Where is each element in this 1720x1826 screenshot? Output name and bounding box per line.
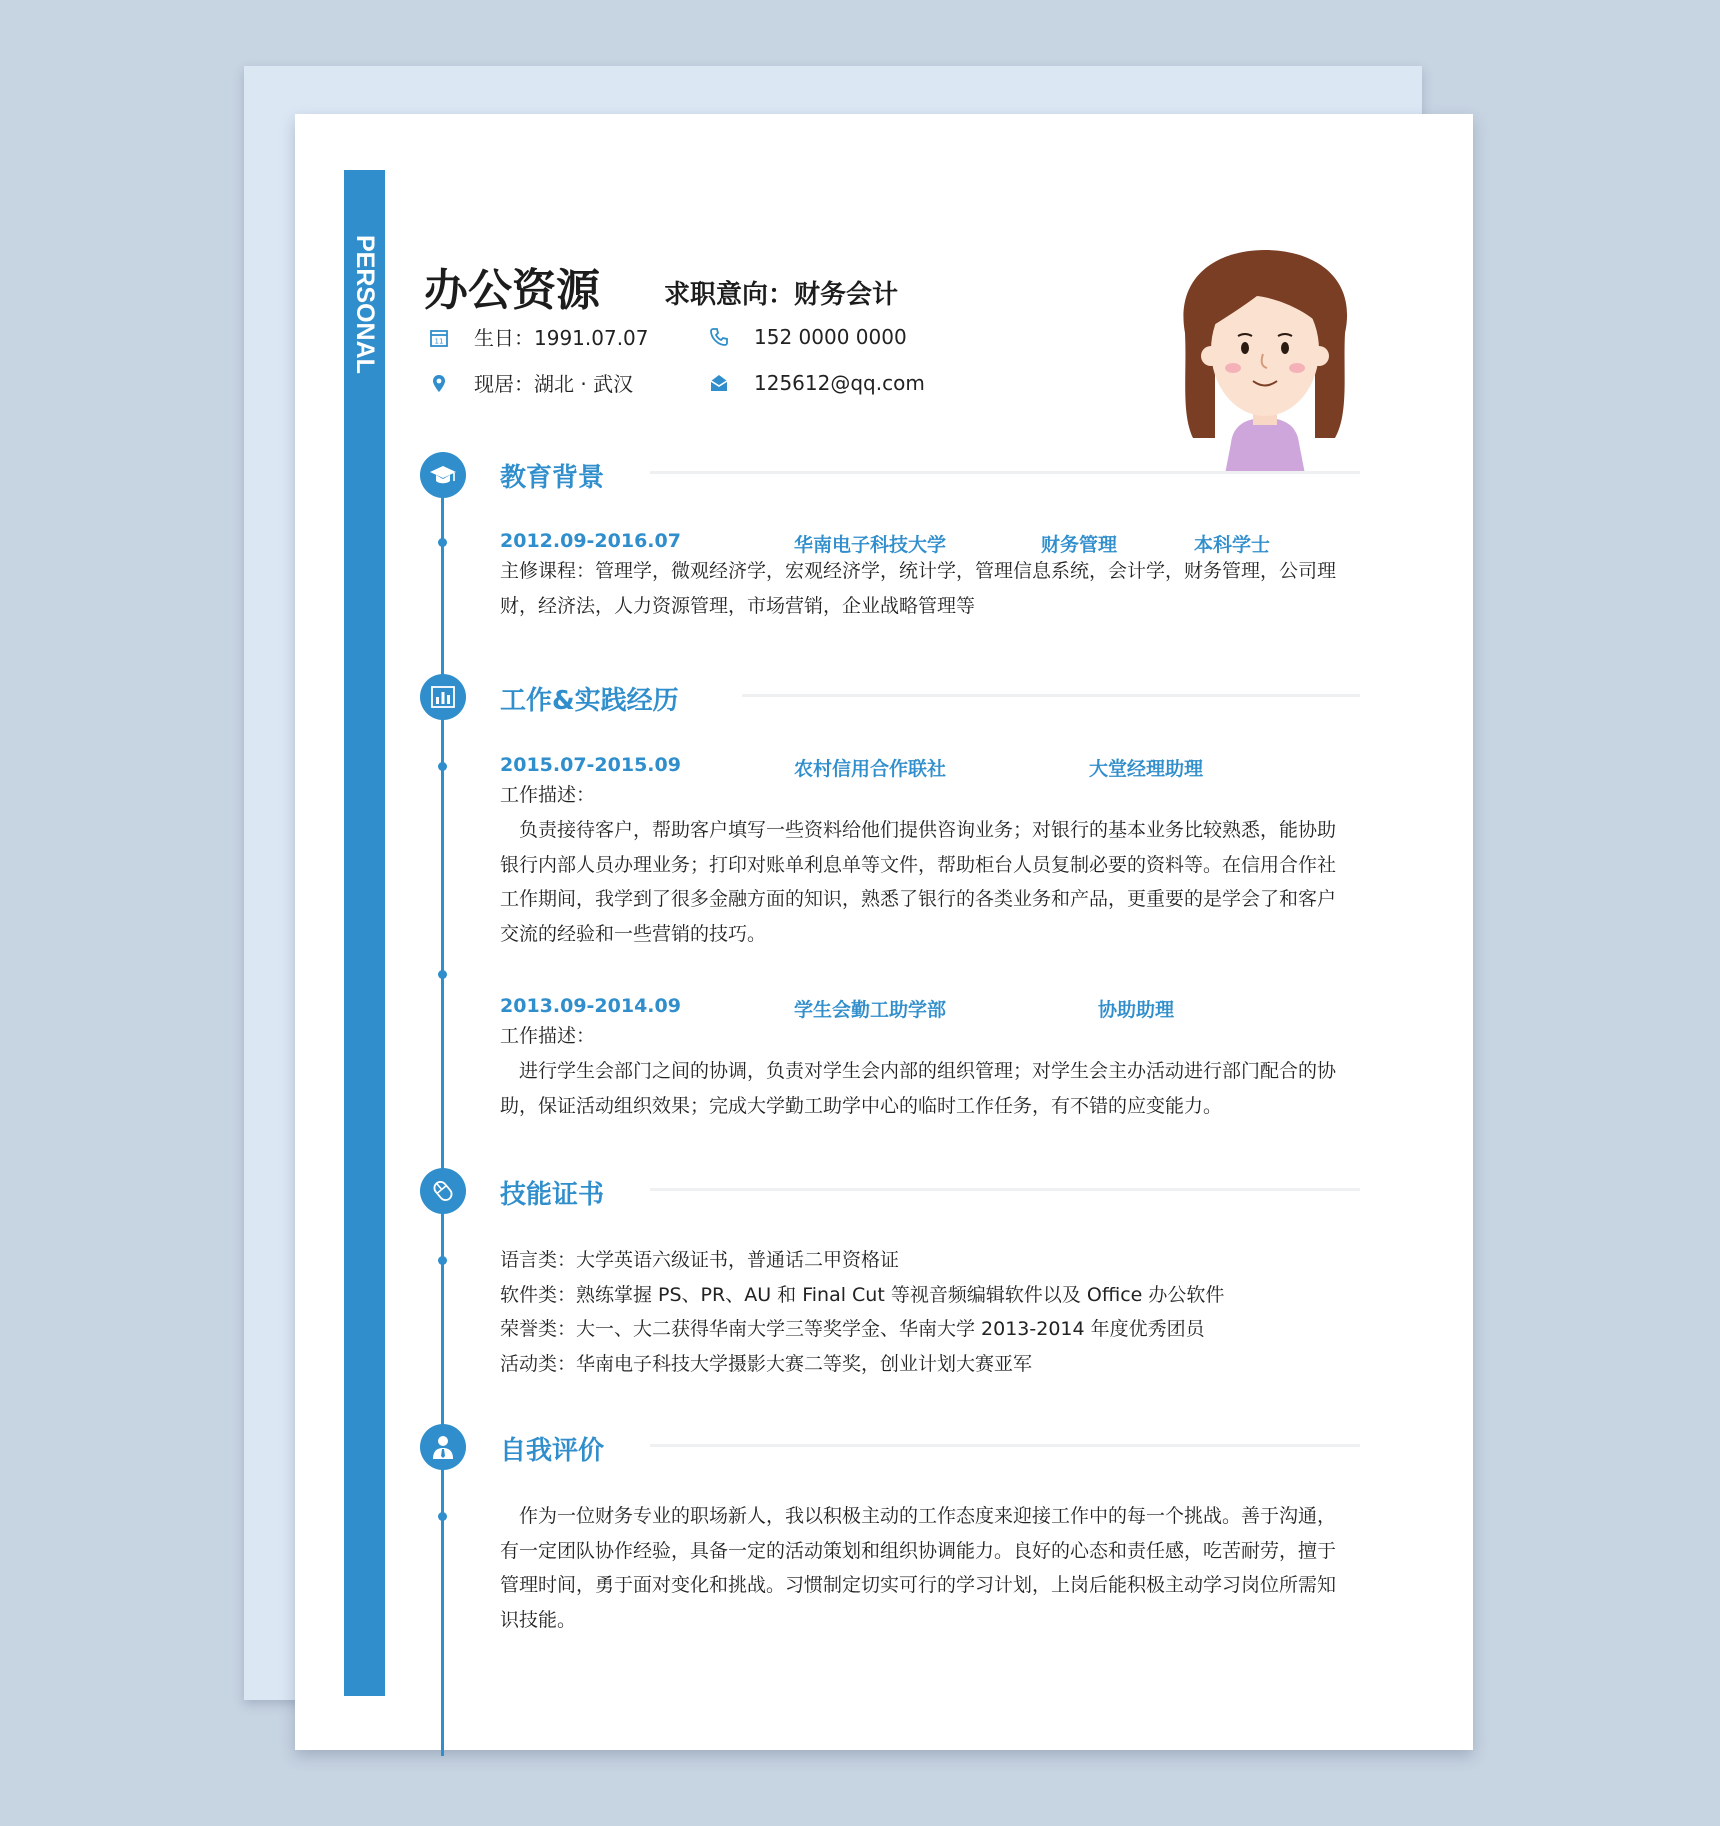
section-divider [742, 694, 1360, 697]
birthday-text: 生日：1991.07.07 [474, 326, 649, 350]
residence-row [429, 369, 633, 399]
work-role: 协助助理 [1098, 999, 1175, 1021]
bar-chart-icon [430, 684, 456, 710]
work-desc: 进行学生会部门之间的协调，负责对学生会内部的组织管理；对学生会主办活动进行部门配合的协助，保证活动组织效果；完成大学勤工助学中心的临时工作任务，有不错的应变能力。 [500, 1060, 1337, 1117]
avatar [1165, 238, 1365, 474]
location-pin-icon [429, 374, 449, 394]
edu-school: 华南电子科技大学 [794, 534, 947, 556]
edu-period: 2012.09-2016.07 [500, 530, 681, 552]
work-role: 大堂经理助理 [1089, 758, 1204, 780]
edu-courses: 主修课程：管理学，微观经济学，宏观经济学，统计学，管理信息系统，会计学，财务管理，公司理财，经济法，人力资源管理，市场营销，企业战略管理等 [500, 560, 1337, 617]
timeline-dot [438, 538, 447, 547]
skill-line: 荣誉类：大一、大二获得华南大学三等奖学金、华南大学 2013-2014 年度优秀团员 [500, 1318, 1205, 1340]
phone-text: 152 0000 0000 [754, 325, 907, 349]
section-divider [650, 1444, 1360, 1447]
job-objective: 求职意向：财务会计 [664, 280, 899, 310]
work-org: 学生会勤工助学部 [794, 999, 947, 1021]
section-icon-skills [420, 1168, 466, 1214]
section-divider [650, 1188, 1360, 1191]
work-period: 2015.07-2015.09 [500, 754, 681, 776]
phone-icon [709, 327, 729, 347]
timeline-dot [438, 970, 447, 979]
work-desc: 负责接待客户，帮助客户填写一些资料给他们提供咨询业务；对银行的基本业务比较熟悉，能协助银行内部人员办理业务；打印对账单利息单等文件，帮助柜台人员复制必要的资料等。在信用合作社工作期间，我学到了很多金融方面的知识，熟悉了银行的各类业务和产品，更重要的是学会了和客户交流的经验和一些营销的技巧。 [500, 819, 1337, 945]
section-title-self: 自我评价 [500, 1436, 605, 1466]
section-title-education: 教育背景 [500, 463, 605, 493]
mail-icon [709, 373, 729, 393]
calendar-icon [429, 328, 449, 348]
mouse-icon [430, 1178, 456, 1204]
skill-line: 语言类：大学英语六级证书，普通话二甲资格证 [500, 1249, 900, 1271]
phone-row [709, 322, 907, 352]
email-text: 125612@qq.com [754, 371, 925, 395]
section-title-work: 工作&实践经历 [500, 686, 679, 716]
self-evaluation-text: 作为一位财务专业的职场新人，我以积极主动的工作态度来迎接工作中的每一个挑战。善于沟通，有一定团队协作经验，具备一定的活动策划和组织协调能力。良好的心态和责任感，吃苦耐劳，擅于管理时间，勇于面对变化和挑战。习惯制定切实可行的学习计划，上岗后能积极主动学习岗位所需知识技能。 [500, 1505, 1337, 1631]
work-period: 2013.09-2014.09 [500, 995, 681, 1017]
edu-degree: 本科学士 [1194, 534, 1271, 556]
svg-text:11: 11 [434, 337, 444, 346]
skill-line: 活动类：华南电子科技大学摄影大赛二等奖，创业计划大赛亚军 [500, 1353, 1033, 1375]
user-icon [431, 1434, 455, 1460]
section-icon-education [420, 452, 466, 498]
skill-line: 软件类：熟练掌握 PS、PR、AU 和 Final Cut 等视音频编辑软件以及 Office 办公软件 [500, 1284, 1225, 1306]
residence-text: 现居：湖北 · 武汉 [474, 372, 634, 396]
page-title: 办公资源 [424, 265, 600, 316]
graduation-cap-icon [428, 460, 458, 490]
email-row [709, 368, 925, 398]
timeline-dot [438, 1256, 447, 1265]
resume-page [295, 114, 1473, 1750]
work-org: 农村信用合作联社 [794, 758, 947, 780]
timeline-dot [438, 1512, 447, 1521]
work-desc-label: 工作描述： [500, 784, 596, 806]
side-label: PERSONAL RESUME [310, 235, 379, 374]
section-icon-work [420, 674, 466, 720]
birthday-row [429, 323, 649, 353]
timeline-dot [438, 762, 447, 771]
section-divider [650, 471, 1360, 474]
section-icon-self [420, 1424, 466, 1470]
section-title-skills: 技能证书 [500, 1180, 605, 1210]
work-desc-label: 工作描述： [500, 1025, 596, 1047]
edu-major: 财务管理 [1041, 534, 1118, 556]
timeline-line [441, 474, 444, 1756]
